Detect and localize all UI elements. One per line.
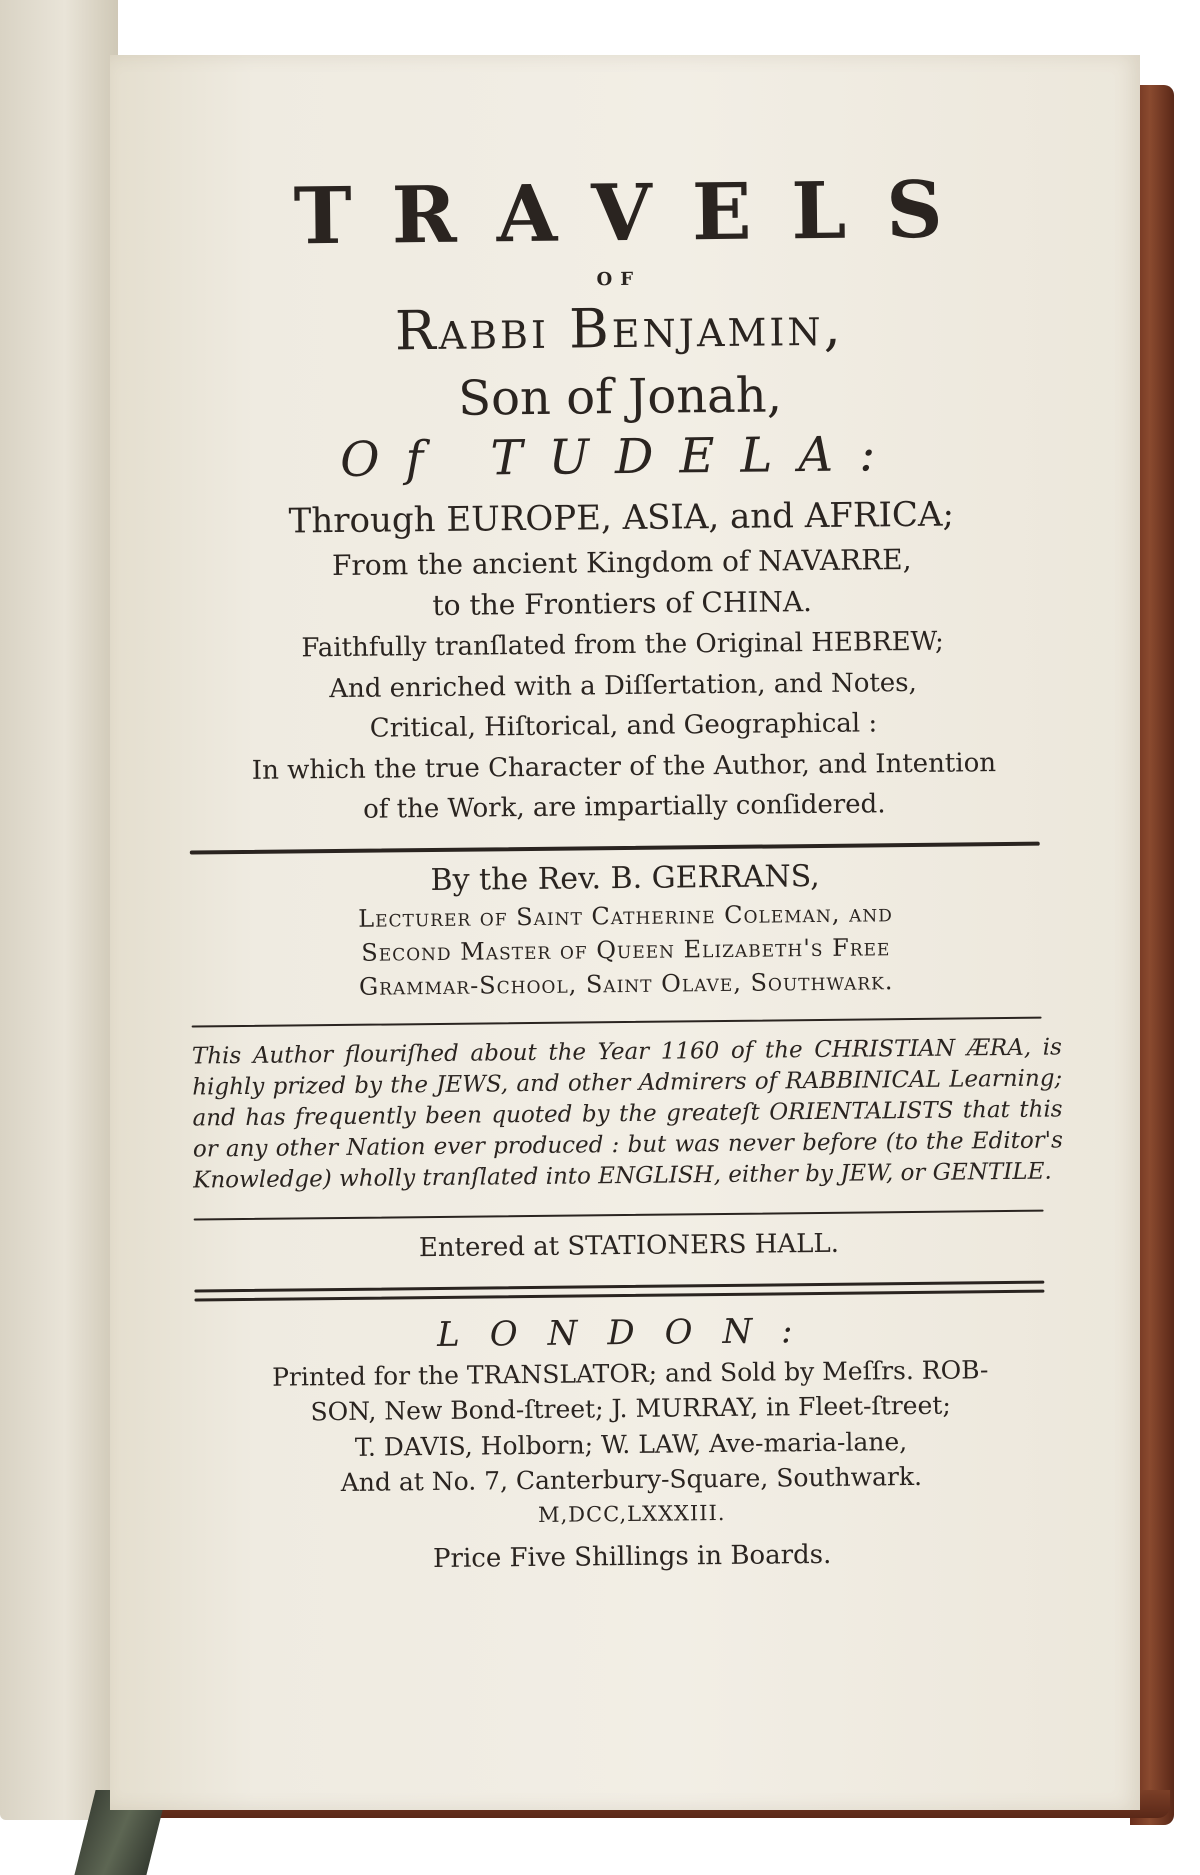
translator-credit: By the Rev. B. GERRANS, [430, 858, 820, 898]
registration-note: Entered at STATIONERS HALL. [418, 1229, 840, 1264]
subtitle-line: of the Work, are impartially conſidered. [363, 789, 886, 825]
author-note: This Author flouriſhed about the Year 1160 of the CHRISTIAN ÆRA, is highly prized by the JEWS, and other Admirers of RABBINICAL Learning; and has frequently been quoted by the greateſt ORIENTALISTS that this or any other Nation ever produced : but was never before (to the Editor's Knowledge) wholly tranſlated into ENGLISH, either by JEW, or GENTILE. [191, 1034, 1063, 1194]
divider-rule [192, 1017, 1042, 1028]
author-origin: Of TUDELA: [339, 425, 902, 488]
imprint-line: Printed for the TRANSLATOR; and Sold by Meſſrs. ROB- [271, 1355, 989, 1392]
author-name: Rabbi Benjamin, [394, 294, 845, 363]
translator-title: Second Maſter of Queen Elizabeth's Free [361, 933, 891, 967]
double-divider-rule [194, 1280, 1044, 1292]
subtitle-line: Through EUROPE, ASIA, and AFRICA; [288, 494, 955, 542]
subtitle-line: From the ancient Kingdom of NAVARRE, [331, 542, 912, 583]
price-note: Price Five Shillings in Boards. [432, 1540, 832, 1575]
imprint-date: M,DCC,LXXXIII. [537, 1501, 726, 1528]
subtitle-line: And enriched with a Diſſertation, and Notes, [329, 667, 917, 704]
author-parentage: Son of Jonah, [457, 366, 783, 427]
imprint-line: SON, New Bond-ſtreet; J. MURRAY, in Fleet-ſtreet; [310, 1391, 951, 1427]
divider-rule [190, 841, 1040, 854]
title-of: OF [596, 268, 642, 290]
subtitle-line: In which the true Character of the Author, and Intention [251, 747, 997, 786]
title-page-text [173, 160, 1078, 1578]
translator-title: Grammar-School, Saint Olave, Southwark. [358, 967, 894, 1001]
subtitle-line: to the Frontiers of CHINA. [432, 585, 813, 623]
translator-title: Lecturer of Saint Catherine Coleman, and [358, 899, 893, 933]
main-title: TRAVELS [293, 164, 984, 263]
subtitle-line: Faithfully tranſlated from the Original HEBREW; [301, 626, 944, 664]
imprint-line: T. DAVIS, Holborn; W. LAW, Ave-maria-lane, [354, 1426, 908, 1462]
imprint-line: And at No. 7, Canterbury-Square, Southwark. [340, 1461, 923, 1497]
title-page [110, 55, 1140, 1810]
divider-rule [194, 1210, 1044, 1221]
facing-page [0, 0, 118, 1820]
imprint-city: LONDON: [436, 1310, 823, 1355]
subtitle-line: Critical, Hiſtorical, and Geographical : [369, 708, 878, 744]
